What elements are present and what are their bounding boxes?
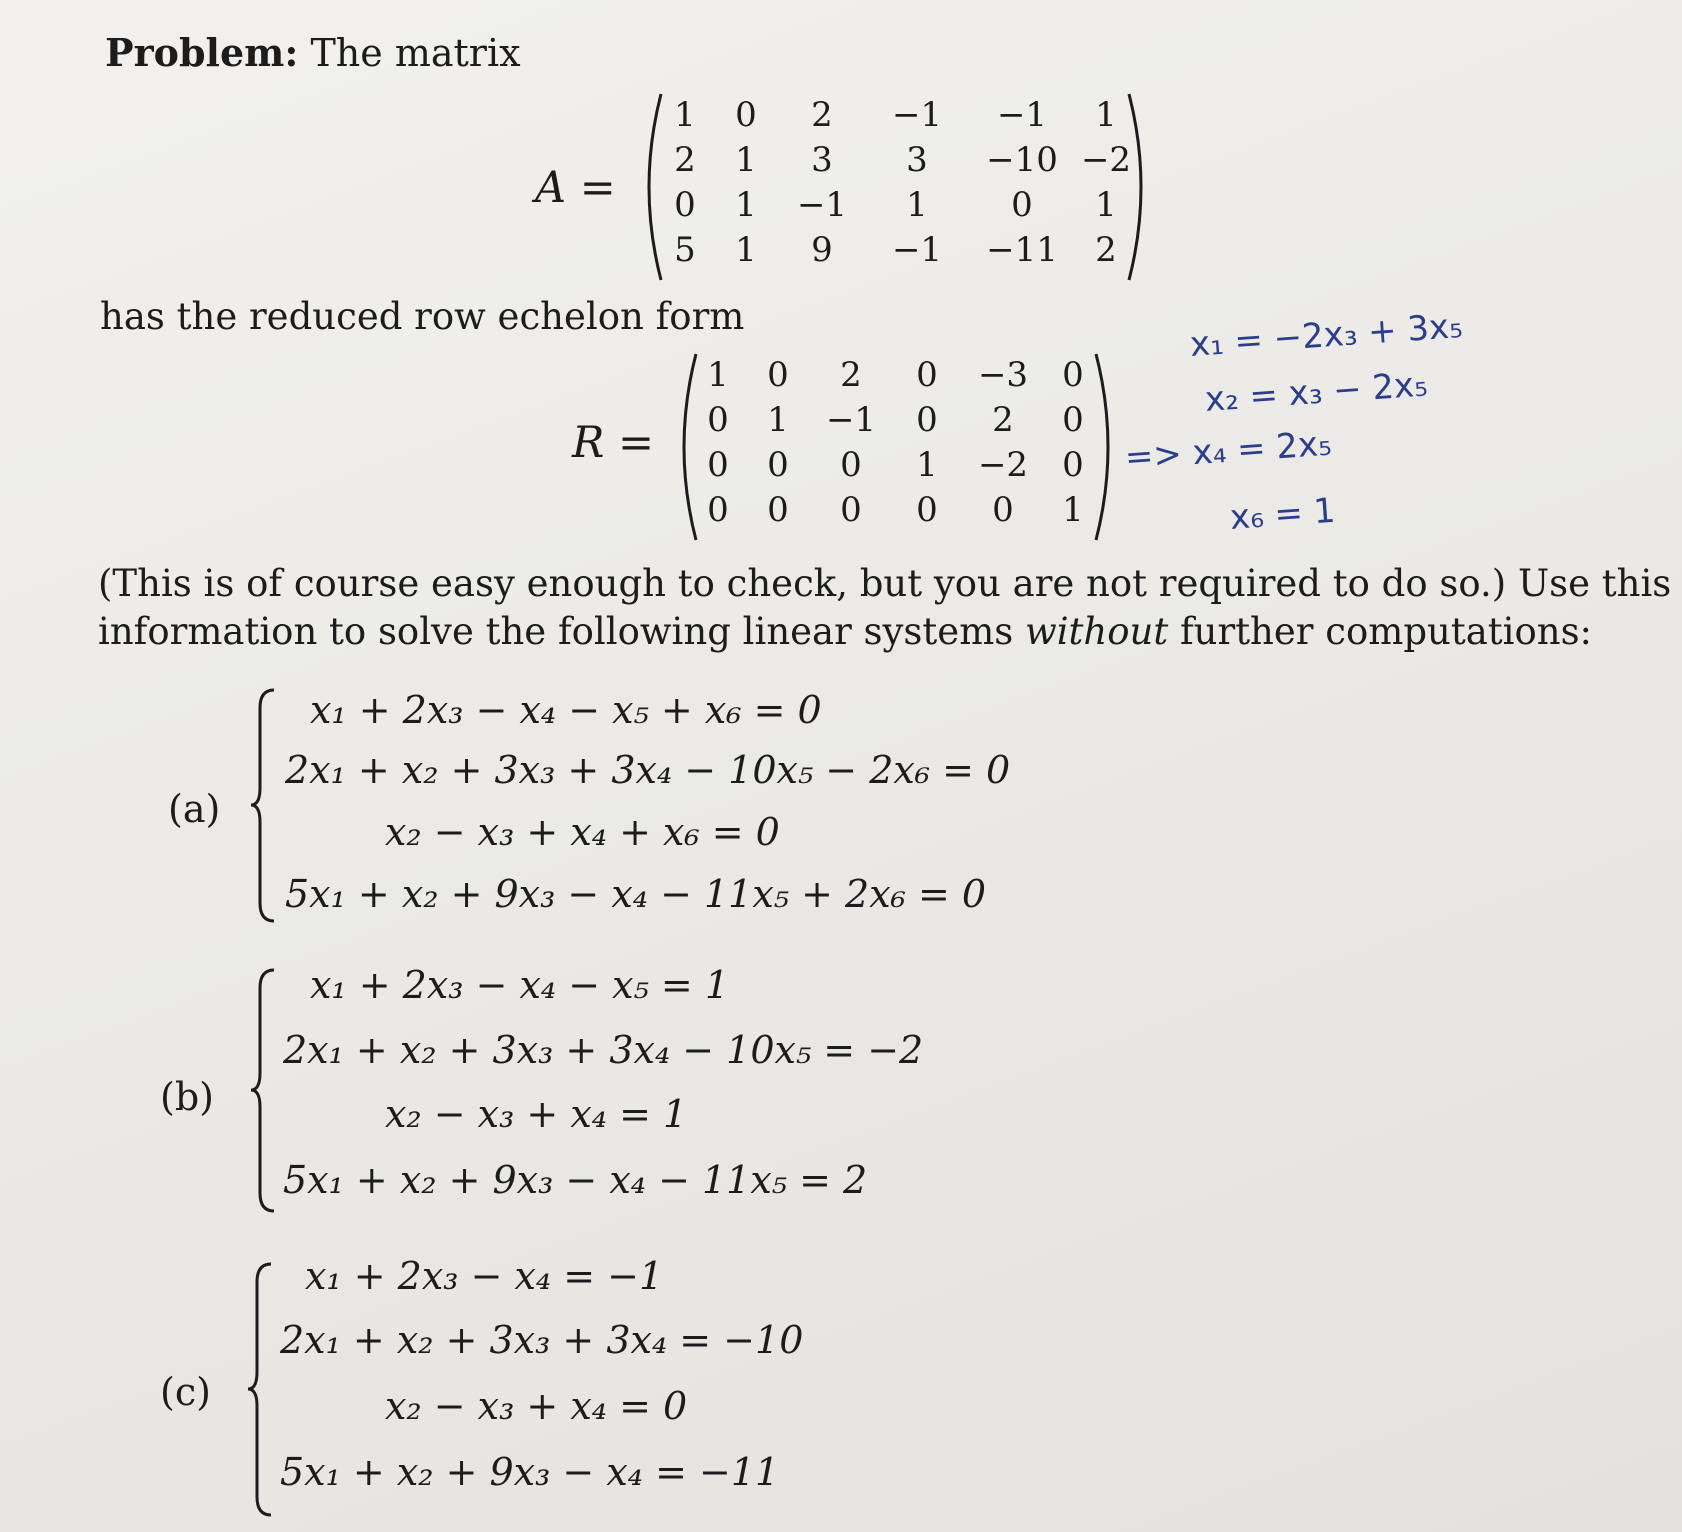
equation: x₂ − x₃ + x₄ = 0 (385, 1384, 688, 1428)
matrix-entry: −10 (986, 140, 1058, 180)
matrix-a (635, 92, 1155, 282)
handwritten-note: x₆ = 1 (1228, 490, 1337, 538)
matrix-entry: 1 (674, 95, 696, 135)
matrix-entry: 0 (916, 400, 938, 440)
equation: 2x₁ + x₂ + 3x₃ + 3x₄ = −10 (280, 1318, 804, 1362)
matrix-entry: 0 (1062, 445, 1084, 485)
handwritten-note: x₂ = x₃ − 2x₅ (1203, 364, 1429, 420)
equation: x₂ − x₃ + x₄ + x₆ = 0 (385, 810, 780, 854)
matrix-entry: 0 (735, 95, 757, 135)
equation: 5x₁ + x₂ + 9x₃ − x₄ = −11 (280, 1450, 780, 1494)
matrix-r-label: R = (572, 418, 655, 468)
matrix-entry: 2 (1095, 230, 1117, 270)
matrix-r-entries (690, 355, 1102, 538)
matrix-entry: 1 (1095, 185, 1117, 225)
left-brace-icon (245, 1262, 275, 1517)
left-brace-icon (248, 968, 278, 1213)
equation: x₁ + 2x₃ − x₄ − x₅ = 1 (310, 963, 730, 1007)
matrix-r (670, 352, 1122, 542)
matrix-entry: 0 (767, 490, 789, 530)
matrix-entry: 0 (767, 445, 789, 485)
equation: x₂ − x₃ + x₄ = 1 (385, 1092, 688, 1136)
rref-intro: has the reduced row echelon form (100, 295, 745, 338)
equation: 5x₁ + x₂ + 9x₃ − x₄ − 11x₅ + 2x₆ = 0 (285, 872, 987, 916)
system-c-label: (c) (160, 1370, 211, 1414)
matrix-entry: 0 (707, 400, 729, 440)
matrix-entry: −1 (891, 230, 943, 270)
matrix-entry: 0 (1011, 185, 1033, 225)
matrix-a-entries (655, 95, 1135, 278)
matrix-entry: 0 (1062, 355, 1084, 395)
matrix-entry: 0 (674, 185, 696, 225)
matrix-entry: 0 (707, 490, 729, 530)
matrix-entry: 2 (811, 95, 833, 135)
matrix-entry: 1 (735, 140, 757, 180)
problem-label: Problem: (105, 30, 299, 75)
matrix-entry: 0 (707, 445, 729, 485)
matrix-entry: −1 (996, 95, 1048, 135)
matrix-entry: 5 (674, 230, 696, 270)
system-b-label: (b) (160, 1075, 214, 1119)
matrix-entry: 0 (916, 355, 938, 395)
matrix-entry: 1 (1095, 95, 1117, 135)
matrix-entry: 0 (1062, 400, 1084, 440)
matrix-entry: 0 (840, 445, 862, 485)
equation: 5x₁ + x₂ + 9x₃ − x₄ − 11x₅ = 2 (283, 1158, 868, 1202)
matrix-entry: 1 (707, 355, 729, 395)
matrix-entry: 1 (735, 185, 757, 225)
equation: x₁ + 2x₃ − x₄ = −1 (305, 1254, 664, 1298)
matrix-entry: 2 (992, 400, 1014, 440)
matrix-entry: 1 (767, 400, 789, 440)
matrix-entry: −1 (891, 95, 943, 135)
matrix-entry: −2 (977, 445, 1029, 485)
paragraph-line-1: (This is of course easy enough to check, but you are not required to do so.) Use this (98, 562, 1672, 605)
matrix-entry: 1 (1062, 490, 1084, 530)
matrix-entry: 0 (840, 490, 862, 530)
matrix-entry: 9 (811, 230, 833, 270)
matrix-entry: 3 (906, 140, 928, 180)
matrix-entry: −11 (986, 230, 1058, 270)
matrix-entry: 2 (840, 355, 862, 395)
matrix-a-label: A = (535, 163, 616, 213)
matrix-entry: 2 (674, 140, 696, 180)
paragraph-line-2: information to solve the following linear systems without further computations: (98, 610, 1593, 653)
system-a-label: (a) (168, 787, 221, 831)
equation: x₁ + 2x₃ − x₄ − x₅ + x₆ = 0 (310, 688, 822, 732)
equation: 2x₁ + x₂ + 3x₃ + 3x₄ − 10x₅ − 2x₆ = 0 (285, 748, 1011, 792)
equation: 2x₁ + x₂ + 3x₃ + 3x₄ − 10x₅ = −2 (283, 1028, 924, 1072)
emphasis-without: without (1025, 610, 1169, 653)
matrix-entry: −2 (1080, 140, 1132, 180)
matrix-entry: 0 (916, 490, 938, 530)
left-brace-icon (248, 688, 278, 923)
problem-heading (105, 30, 521, 75)
matrix-entry: 0 (767, 355, 789, 395)
handwritten-note: x₁ = −2x₃ + 3x₅ (1188, 305, 1464, 365)
matrix-entry: −1 (796, 185, 848, 225)
matrix-entry: −3 (977, 355, 1029, 395)
matrix-entry: 1 (735, 230, 757, 270)
matrix-entry: −1 (825, 400, 877, 440)
matrix-entry: 3 (811, 140, 833, 180)
handwritten-note: => x₄ = 2x₅ (1123, 423, 1333, 478)
matrix-entry: 0 (992, 490, 1014, 530)
problem-heading-text: The matrix (298, 31, 521, 75)
matrix-entry: 1 (916, 445, 938, 485)
matrix-entry: 1 (906, 185, 928, 225)
